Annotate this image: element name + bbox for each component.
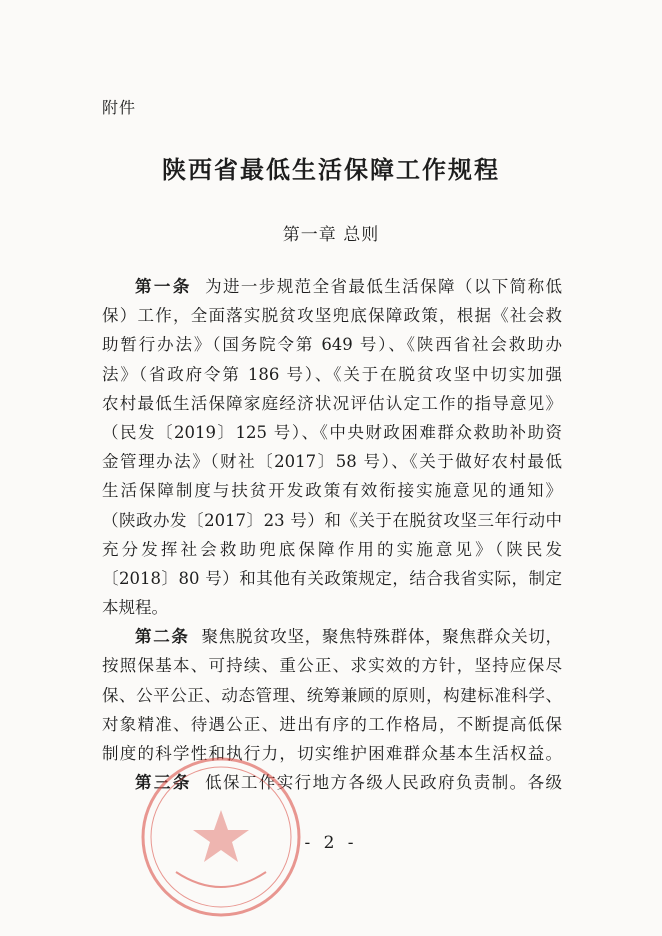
article-2-line-1: 第二条 聚焦脱贫攻坚，聚焦特殊群体，聚焦群众关切， <box>135 627 562 647</box>
article-1-line-11: 〔2018〕80 号）和其他有关政策规定，结合我省实际，制定 <box>102 568 562 588</box>
article-1-line-10: 充分发挥社会救助兜底保障作用的实施意见》（陕民发 <box>102 539 562 559</box>
article-2-line-4: 对象精准、待遇公正、进出有序的工作格局，不断提高低保 <box>102 714 562 734</box>
article-3-label: 第三条 <box>135 773 192 793</box>
chapter-heading: 第一章 总则 <box>282 225 380 245</box>
article-2-line-3: 保、公平公正、动态管理、统筹兼顾的原则，构建标准科学、 <box>102 685 562 705</box>
article-1-label: 第一条 <box>135 277 192 296</box>
article-1-line-1: 第一条 为进一步规范全省最低生活保障（以下简称低 <box>135 277 562 296</box>
article-3-line-1: 第三条 低保工作实行地方各级人民政府负责制。各级 <box>135 773 562 793</box>
article-1-line-5: 农村最低生活保障家庭经济状况评估认定工作的指导意见》 <box>102 393 562 413</box>
article-1-line-2: 保）工作，全面落实脱贫攻坚兜底保障政策，根据《社会救 <box>102 306 562 326</box>
article-1-line-3: 助暂行办法》（国务院令第 649 号）、《陕西省社会救助办 <box>102 335 562 355</box>
article-1-line-7: 金管理办法》（财社〔2017〕58 号）、《关于做好农村最低 <box>102 452 562 472</box>
article-1-line-9: （陕政办发〔2017〕23 号）和《关于在脱贫攻坚三年行动中 <box>102 510 562 530</box>
document-title: 陕西省最低生活保障工作规程 <box>162 155 500 184</box>
article-1-line-12: 本规程。 <box>102 598 168 618</box>
article-1-line-8: 生活保障制度与扶贫开发政策有效衔接实施意见的通知》 <box>102 481 562 501</box>
article-2-label: 第二条 <box>135 627 190 647</box>
article-2-line-2: 按照保基本、可持续、重公正、求实效的方针，坚持应保尽 <box>102 656 562 676</box>
article-2-line-5: 制度的科学性和执行力，切实维护困难群众基本生活权益。 <box>102 744 562 763</box>
article-1-line-6: （民发〔2019〕125 号）、《中央财政困难群众救助补助资 <box>102 422 562 442</box>
page-number: - 2 - <box>304 833 358 853</box>
attachment-label: 附件 <box>102 98 137 117</box>
body-text <box>102 272 562 797</box>
article-1-line-4: 法》（省政府令第 186 号）、《关于在脱贫攻坚中切实加强 <box>102 364 562 384</box>
